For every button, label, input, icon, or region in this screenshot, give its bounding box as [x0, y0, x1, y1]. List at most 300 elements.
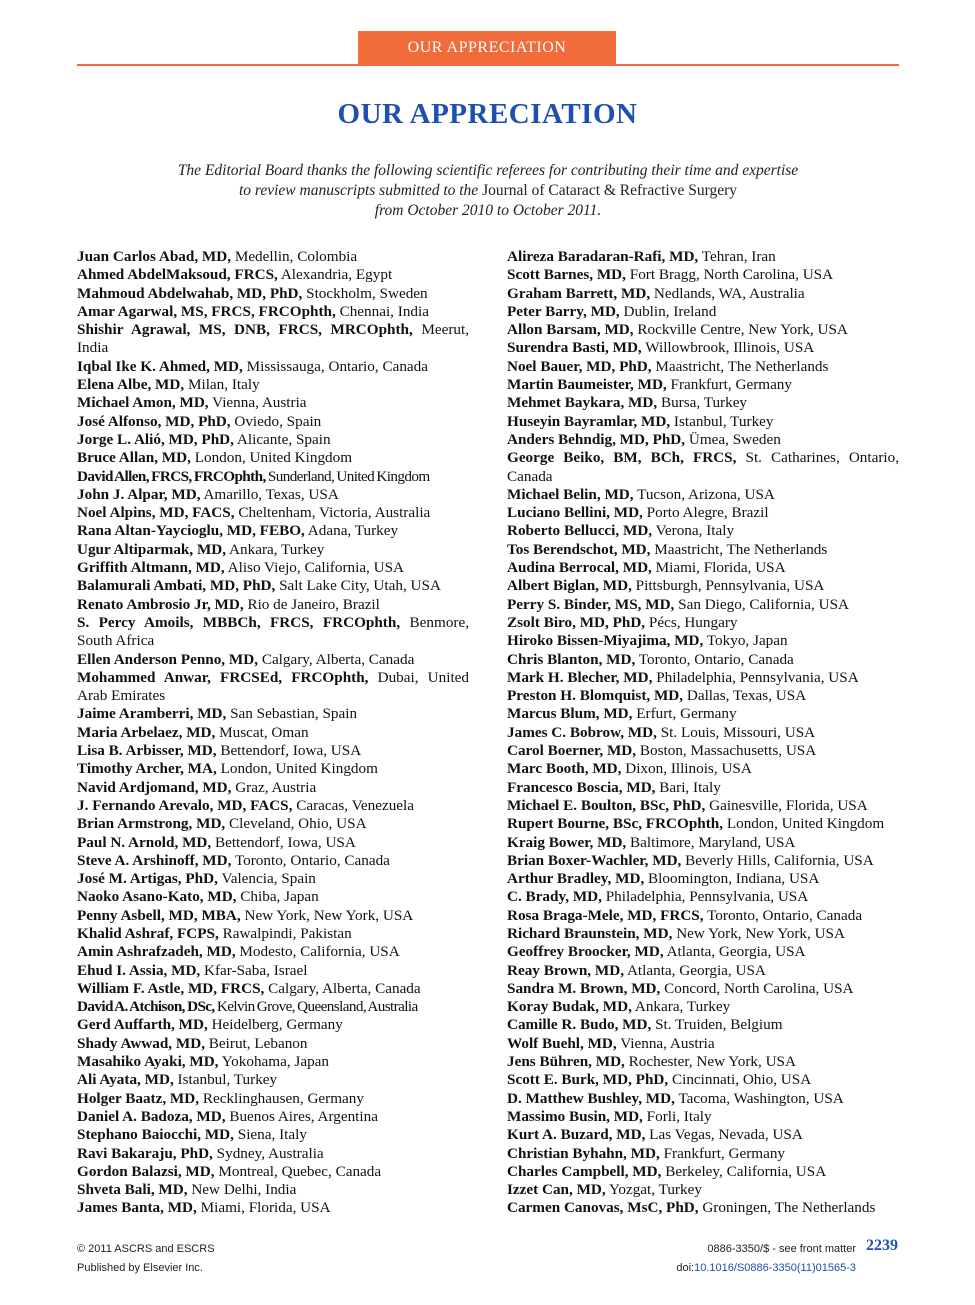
referee-entry [507, 358, 899, 376]
journal-name: Journal of Cataract & Refractive Surgery [482, 182, 738, 199]
referee-entry [77, 742, 469, 760]
referee-name: Noel Alpins, MD, FACS, [77, 504, 235, 522]
referee-entry [507, 541, 899, 559]
referee-location: Heidelberg, Germany [211, 1016, 343, 1034]
referee-location: Tucson, Arizona, USA [637, 485, 775, 503]
referee-entry [77, 1035, 469, 1053]
referee-location: Gainesville, Florida, USA [709, 796, 868, 814]
referee-location: Dallas, Texas, USA [686, 687, 807, 705]
referee-location: Maastricht, The Netherlands [655, 357, 829, 375]
referee-name: Kraig Bower, MD, [507, 833, 627, 851]
referee-location: Milan, Italy [187, 376, 260, 394]
referee-entry [507, 1145, 899, 1163]
referee-location: New York, New York, USA [244, 906, 414, 924]
referee-entry [77, 705, 469, 723]
referee-entry [77, 431, 469, 449]
referee-entry [77, 1090, 469, 1108]
referee-name: Perry S. Binder, MS, MD, [507, 595, 675, 613]
referee-entry [507, 962, 899, 980]
referee-location: Philadelphia, Pennsylvania, USA [656, 668, 859, 686]
referee-location: Beirut, Lebanon [208, 1034, 308, 1052]
referee-name: Luciano Bellini, MD, [507, 504, 643, 522]
referee-name: Shveta Bali, MD, [77, 1181, 188, 1199]
referee-entry [507, 779, 899, 797]
referee-location: Miami, Florida, USA [655, 559, 786, 577]
referee-location: Medellin, Colombia [234, 248, 358, 265]
referee-name: Gordon Balazsi, MD, [77, 1162, 215, 1180]
section-tab: OUR APPRECIATION [358, 31, 616, 65]
referee-location: New York, New York, USA [676, 924, 845, 942]
referee-location: Beverly Hills, California, USA [685, 851, 874, 869]
copyright: © 2011 ASCRS and ESCRS [77, 1243, 215, 1255]
referee-location: Calgary, Alberta, Canada [268, 979, 421, 997]
referee-location: Bursa, Turkey [660, 394, 748, 412]
referee-entry [507, 705, 899, 723]
referee-location: Kfar-Saba, Israel [204, 961, 308, 979]
referee-name: Zsolt Biro, MD, PhD, [507, 613, 646, 631]
referee-location: Sunderland, United Kingdom [267, 467, 430, 485]
referee-entry [507, 321, 899, 339]
referee-name: James C. Bobrow, MD, [507, 723, 657, 741]
referee-name: Amin Ashrafzadeh, MD, [77, 943, 236, 961]
referee-name: Shady Awwad, MD, [77, 1034, 205, 1052]
referee-location: Kelvin Grove, Queensland, Australia [216, 998, 418, 1016]
referee-entry [77, 468, 469, 486]
referee-entry [77, 888, 469, 906]
referee-name: Michael Belin, MD, [507, 485, 634, 503]
referee-name: Ali Ayata, MD, [77, 1071, 174, 1089]
referee-name: Charles Campbell, MD, [507, 1162, 662, 1180]
referee-location: Tokyo, Japan [706, 632, 788, 650]
referee-name: Iqbal Ike K. Ahmed, MD, [77, 357, 243, 375]
referee-entry [77, 413, 469, 431]
referee-entry [77, 577, 469, 595]
referee-name: Allon Barsam, MD, [507, 321, 634, 339]
referee-name: Carol Boerner, MD, [507, 742, 637, 760]
referee-location: Berkeley, California, USA [665, 1162, 827, 1180]
referees-right-column [507, 248, 899, 1218]
page-number: 2239 [866, 1237, 898, 1254]
referee-name: Ahmed AbdelMaksoud, FRCS, [77, 266, 278, 284]
referee-name: Koray Budak, MD, [507, 998, 632, 1016]
referee-entry [77, 285, 469, 303]
referee-entry [507, 834, 899, 852]
referee-location: Istanbul, Turkey [177, 1071, 278, 1089]
referee-location: Cincinnati, Ohio, USA [671, 1071, 812, 1089]
referee-name: Michael Amon, MD, [77, 394, 209, 412]
referee-entry [507, 522, 899, 540]
referee-entry [507, 925, 899, 943]
referee-entry [77, 321, 469, 358]
referee-location: Boston, Massachusetts, USA [639, 742, 817, 760]
referee-name: Izzet Can, MD, [507, 1181, 606, 1199]
referee-entry [77, 980, 469, 998]
referee-location: Dublin, Ireland [623, 302, 717, 320]
referee-name: Balamurali Ambati, MD, PhD, [77, 577, 276, 595]
referee-entry [77, 559, 469, 577]
referee-name: William F. Astle, MD, FRCS, [77, 979, 265, 997]
referee-location: Atlanta, Georgia, USA [666, 943, 806, 961]
referee-location: Valencia, Spain [221, 870, 316, 888]
referee-entry [77, 907, 469, 925]
referee-entry [507, 614, 899, 632]
referee-name: Naoko Asano-Kato, MD, [77, 888, 237, 906]
referee-location: Erfurt, Germany [636, 705, 737, 723]
referee-name: David A. Atchison, DSc, [77, 998, 215, 1016]
referee-entry [507, 1163, 899, 1181]
referee-location: London, United Kingdom [726, 815, 885, 833]
referee-location: Benmore, South Africa [77, 613, 470, 650]
referee-name: Brian Boxer-Wachler, MD, [507, 851, 682, 869]
referee-location: Buenos Aires, Argentina [229, 1107, 378, 1125]
referee-location: Amarillo, Texas, USA [203, 485, 339, 503]
referee-entry [77, 870, 469, 888]
referee-entry [77, 303, 469, 321]
referee-location: St. Catharines, Ontario, Canada [507, 449, 900, 485]
referee-name: Elena Albe, MD, [77, 376, 185, 394]
referee-location: Yozgat, Turkey [608, 1181, 702, 1199]
referee-location: Mississauga, Ontario, Canada [246, 357, 428, 375]
referee-name: Jaime Aramberri, MD, [77, 705, 227, 723]
referee-location: Maastricht, The Netherlands [654, 540, 828, 558]
referees-left-column [77, 248, 469, 1218]
referee-entry [507, 1090, 899, 1108]
referee-entry [77, 266, 469, 284]
referee-location: Miami, Florida, USA [200, 1199, 331, 1217]
referee-name: Ehud I. Assia, MD, [77, 961, 201, 979]
referee-location: Toronto, Ontario, Canada [234, 851, 390, 869]
referee-location: Siena, Italy [237, 1126, 307, 1144]
referee-entry [507, 1053, 899, 1071]
referee-location: London, United Kingdom [194, 449, 353, 467]
referee-name: Surendra Basti, MD, [507, 339, 642, 357]
referee-location: Willowbrook, Illinois, USA [645, 339, 815, 357]
referee-location: Tehran, Iran [701, 248, 776, 265]
referee-location: Salt Lake City, Utah, USA [279, 577, 441, 595]
referee-entry [77, 614, 469, 651]
referee-name: Navid Ardjomand, MD, [77, 778, 232, 796]
referee-entry [77, 1145, 469, 1163]
referee-name: Marc Booth, MD, [507, 760, 622, 778]
referee-entry [77, 834, 469, 852]
referee-location: Groningen, The Netherlands [702, 1199, 876, 1217]
referee-entry [507, 651, 899, 669]
referee-entry [507, 1016, 899, 1034]
referee-location: Pittsburgh, Pennsylvania, USA [635, 577, 825, 595]
referee-name: Reay Brown, MD, [507, 961, 624, 979]
referee-name: Bruce Allan, MD, [77, 449, 191, 467]
referee-location: Alexandria, Egypt [280, 266, 393, 284]
referee-name: Masahiko Ayaki, MD, [77, 1053, 219, 1071]
referee-name: Tos Berendschot, MD, [507, 540, 651, 558]
referee-location: Bari, Italy [659, 778, 721, 796]
referee-name: Timothy Archer, MA, [77, 760, 217, 778]
referee-location: Muscat, Oman [219, 723, 309, 741]
referee-location: London, United Kingdom [220, 760, 378, 778]
referee-entry [507, 339, 899, 357]
referee-name: David Allen, FRCS, FRCOphth, [77, 467, 266, 485]
referee-name: Lisa B. Arbisser, MD, [77, 742, 217, 760]
referee-location: Toronto, Ontario, Canada [707, 906, 863, 924]
referee-entry [77, 1126, 469, 1144]
publisher: Published by Elsevier Inc. [77, 1262, 203, 1274]
referee-entry [507, 413, 899, 431]
referee-location: New Delhi, India [191, 1181, 297, 1199]
referee-name: Albert Biglan, MD, [507, 577, 632, 595]
referee-entry [77, 669, 469, 706]
referee-entry [507, 596, 899, 614]
referee-location: Porto Alegre, Brazil [646, 504, 769, 522]
referee-location: Yokohama, Japan [221, 1053, 330, 1071]
referee-location: Forli, Italy [646, 1107, 712, 1125]
referee-location: St. Louis, Missouri, USA [660, 723, 816, 741]
referee-location: Ankara, Turkey [229, 540, 325, 558]
referee-entry [507, 486, 899, 504]
referee-name: Jorge L. Alió, MD, PhD, [77, 430, 234, 448]
referee-name: Mark H. Blecher, MD, [507, 668, 653, 686]
referee-entry [507, 907, 899, 925]
referee-name: Holger Baatz, MD, [77, 1089, 200, 1107]
referee-location: Baltimore, Maryland, USA [630, 833, 796, 851]
referee-name: Scott E. Burk, MD, PhD, [507, 1071, 669, 1089]
referee-location: Ümea, Sweden [688, 430, 781, 448]
referee-entry [507, 504, 899, 522]
issn: 0886-3350/$ - see front matter [707, 1243, 856, 1255]
referee-location: Rochester, New York, USA [628, 1053, 796, 1071]
referee-name: Chris Blanton, MD, [507, 650, 636, 668]
referee-location: Modesto, California, USA [239, 943, 400, 961]
referee-name: Maria Arbelaez, MD, [77, 723, 216, 741]
referee-location: Graz, Austria [235, 778, 317, 796]
referee-name: D. Matthew Bushley, MD, [507, 1089, 675, 1107]
referee-entry [77, 925, 469, 943]
referee-entry [507, 669, 899, 687]
referee-entry [507, 888, 899, 906]
referee-location: Vienna, Austria [212, 394, 307, 412]
referee-entry [507, 1071, 899, 1089]
referee-location: Calgary, Alberta, Canada [261, 650, 415, 668]
referee-name: Marcus Blum, MD, [507, 705, 633, 723]
referee-entry [507, 431, 899, 449]
referee-entry [507, 1108, 899, 1126]
referee-entry [77, 394, 469, 412]
referee-name: Ugur Altiparmak, MD, [77, 540, 227, 558]
referee-entry [507, 870, 899, 888]
referee-location: Caracas, Venezuela [296, 796, 415, 814]
referee-location: Tacoma, Washington, USA [678, 1089, 844, 1107]
referee-entry [507, 943, 899, 961]
referee-entry [77, 779, 469, 797]
referee-location: Cleveland, Ohio, USA [229, 815, 367, 833]
referee-location: Ankara, Turkey [634, 998, 731, 1016]
referee-name: Wolf Buehl, MD, [507, 1034, 617, 1052]
referee-entry [77, 486, 469, 504]
referee-entry [507, 815, 899, 833]
referee-name: James Banta, MD, [77, 1199, 197, 1217]
referee-location: Sydney, Australia [216, 1144, 324, 1162]
header-divider [77, 64, 899, 66]
referee-name: Christian Byhahn, MD, [507, 1144, 660, 1162]
referee-entry [507, 797, 899, 815]
referee-name: Amar Agarwal, MS, FRCS, FRCOphth, [77, 302, 336, 320]
referee-location: San Diego, California, USA [678, 595, 849, 613]
referee-name: Scott Barnes, MD, [507, 266, 626, 284]
referee-entry [77, 815, 469, 833]
referee-location: Chennai, India [339, 302, 429, 320]
referee-location: Meerut, India [77, 321, 469, 357]
referee-entry [77, 1053, 469, 1071]
referee-entry [77, 1071, 469, 1089]
referee-entry [507, 266, 899, 284]
referee-entry [77, 596, 469, 614]
referee-entry [77, 358, 469, 376]
referee-entry [507, 285, 899, 303]
referee-entry [77, 797, 469, 815]
referee-name: Mohammed Anwar, FRCSEd, FRCOphth, [77, 668, 369, 686]
referee-entry [507, 577, 899, 595]
referee-entry [77, 962, 469, 980]
referee-entry [507, 1035, 899, 1053]
referee-name: Alireza Baradaran-Rafi, MD, [507, 248, 699, 265]
referee-entry [77, 449, 469, 467]
doi: doi:10.1016/S0886-3350(11)01565-3 [676, 1262, 856, 1274]
referee-name: Mahmoud Abdelwahab, MD, PhD, [77, 284, 303, 302]
referee-location: Oviedo, Spain [234, 412, 322, 430]
referee-name: Michael E. Boulton, BSc, PhD, [507, 796, 706, 814]
referee-entry [77, 1199, 469, 1217]
referee-entry [77, 943, 469, 961]
referee-entry [507, 449, 899, 486]
referee-name: J. Fernando Arevalo, MD, FACS, [77, 796, 293, 814]
referee-name: Roberto Bellucci, MD, [507, 522, 653, 540]
referee-name: Brian Armstrong, MD, [77, 815, 226, 833]
referee-name: Anders Behndig, MD, PhD, [507, 430, 686, 448]
referee-name: Audina Berrocal, MD, [507, 559, 652, 577]
referee-name: Sandra M. Brown, MD, [507, 979, 661, 997]
referee-entry [77, 760, 469, 778]
referee-name: Steve A. Arshinoff, MD, [77, 851, 232, 869]
referee-location: Montreal, Quebec, Canada [218, 1162, 382, 1180]
referee-entry [77, 1108, 469, 1126]
referee-location: Recklinghausen, Germany [202, 1089, 364, 1107]
referee-entry [507, 724, 899, 742]
referee-entry [507, 303, 899, 321]
referee-name: Huseyin Bayramlar, MD, [507, 412, 671, 430]
referee-name: Peter Barry, MD, [507, 302, 620, 320]
referee-entry [507, 394, 899, 412]
referee-location: Bettendorf, Iowa, USA [214, 833, 356, 851]
referee-name: Francesco Boscia, MD, [507, 778, 656, 796]
referee-location: Vienna, Austria [620, 1034, 715, 1052]
referee-name: Shishir Agrawal, MS, DNB, FRCS, MRCOphth, [77, 321, 413, 339]
referee-location: Rawalpindi, Pakistan [222, 924, 352, 942]
referee-entry [507, 742, 899, 760]
referee-name: Camille R. Budo, MD, [507, 1016, 652, 1034]
referee-name: Paul N. Arnold, MD, [77, 833, 212, 851]
referee-name: Ravi Bakaraju, PhD, [77, 1144, 213, 1162]
referee-location: Bloomington, Indiana, USA [648, 870, 820, 888]
referee-name: Noel Bauer, MD, PhD, [507, 357, 652, 375]
referee-name: Daniel A. Badoza, MD, [77, 1107, 226, 1125]
referee-name: Geoffrey Broocker, MD, [507, 943, 664, 961]
referee-location: Dubai, United Arab Emirates [77, 668, 470, 705]
referee-location: Rockville Centre, New York, USA [637, 321, 848, 339]
referee-entry [507, 998, 899, 1016]
referee-name: Juan Carlos Abad, MD, [77, 248, 232, 265]
referee-location: Atlanta, Georgia, USA [626, 961, 766, 979]
referee-entry [77, 248, 469, 266]
referee-name: S. Percy Amoils, MBBCh, FRCS, FRCOphth, [77, 613, 401, 631]
referee-name: C. Brady, MD, [507, 888, 602, 906]
referee-location: Adana, Turkey [307, 522, 399, 540]
referee-name: John J. Alpar, MD, [77, 485, 201, 503]
referee-name: Carmen Canovas, MsC, PhD, [507, 1199, 699, 1217]
referee-location: San Sebastian, Spain [230, 705, 358, 723]
referee-entry [77, 1163, 469, 1181]
referee-location: Las Vegas, Nevada, USA [649, 1126, 803, 1144]
referee-entry [77, 651, 469, 669]
referee-location: Alicante, Spain [236, 430, 331, 448]
referee-entry [77, 1181, 469, 1199]
referee-entry [77, 541, 469, 559]
referee-name: Arthur Bradley, MD, [507, 870, 645, 888]
referee-name: José M. Artigas, PhD, [77, 870, 218, 888]
referee-name: José Alfonso, MD, PhD, [77, 412, 231, 430]
referee-name: Hiroko Bissen-Miyajima, MD, [507, 632, 704, 650]
referee-name: Renato Ambrosio Jr, MD, [77, 595, 244, 613]
referee-name: Rosa Braga-Mele, MD, FRCS, [507, 906, 704, 924]
referee-location: Chiba, Japan [240, 888, 319, 906]
referee-entry [507, 248, 899, 266]
referee-name: Kurt A. Buzard, MD, [507, 1126, 646, 1144]
referee-name: Mehmet Baykara, MD, [507, 394, 658, 412]
referee-entry [507, 559, 899, 577]
referee-name: Gerd Auffarth, MD, [77, 1016, 208, 1034]
referee-entry [507, 760, 899, 778]
intro-line-1: The Editorial Board thanks the following scientific referees for contributing their time and expertise [177, 162, 799, 179]
referee-name: Stephano Baiocchi, MD, [77, 1126, 234, 1144]
referee-location: Cheltenham, Victoria, Australia [238, 504, 431, 522]
referee-entry [507, 1126, 899, 1144]
referee-name: Massimo Busin, MD, [507, 1107, 643, 1125]
referee-location: St. Truiden, Belgium [655, 1016, 783, 1034]
referee-entry [507, 1199, 899, 1217]
intro-paragraph [150, 161, 826, 221]
intro-line-3: from October 2010 to October 2011. [374, 202, 602, 219]
referee-entry [77, 522, 469, 540]
referee-location: Verona, Italy [655, 522, 735, 540]
referee-name: Graham Barrett, MD, [507, 284, 651, 302]
doi-link[interactable]: 10.1016/S0886-3350(11)01565-3 [694, 1262, 856, 1274]
referee-entry [507, 376, 899, 394]
referee-entry [77, 724, 469, 742]
referee-location: Dixon, Illinois, USA [625, 760, 752, 778]
referee-location: Fort Bragg, North Carolina, USA [629, 266, 834, 284]
referee-name: Khalid Ashraf, FCPS, [77, 924, 219, 942]
referee-entry [77, 504, 469, 522]
referee-location: Stockholm, Sweden [306, 284, 428, 302]
referee-entry [507, 852, 899, 870]
referee-location: Nedlands, WA, Australia [653, 284, 805, 302]
referee-name: Rana Altan-Yaycioglu, MD, FEBO, [77, 522, 305, 540]
referee-location: Philadelphia, Pennsylvania, USA [605, 888, 809, 906]
referee-location: Bettendorf, Iowa, USA [220, 742, 362, 760]
referee-name: Jens Bühren, MD, [507, 1053, 625, 1071]
referee-entry [507, 1181, 899, 1199]
referee-name: George Beiko, BM, BCh, FRCS, [507, 449, 737, 467]
referee-location: Toronto, Ontario, Canada [638, 650, 794, 668]
referee-entry [507, 980, 899, 998]
